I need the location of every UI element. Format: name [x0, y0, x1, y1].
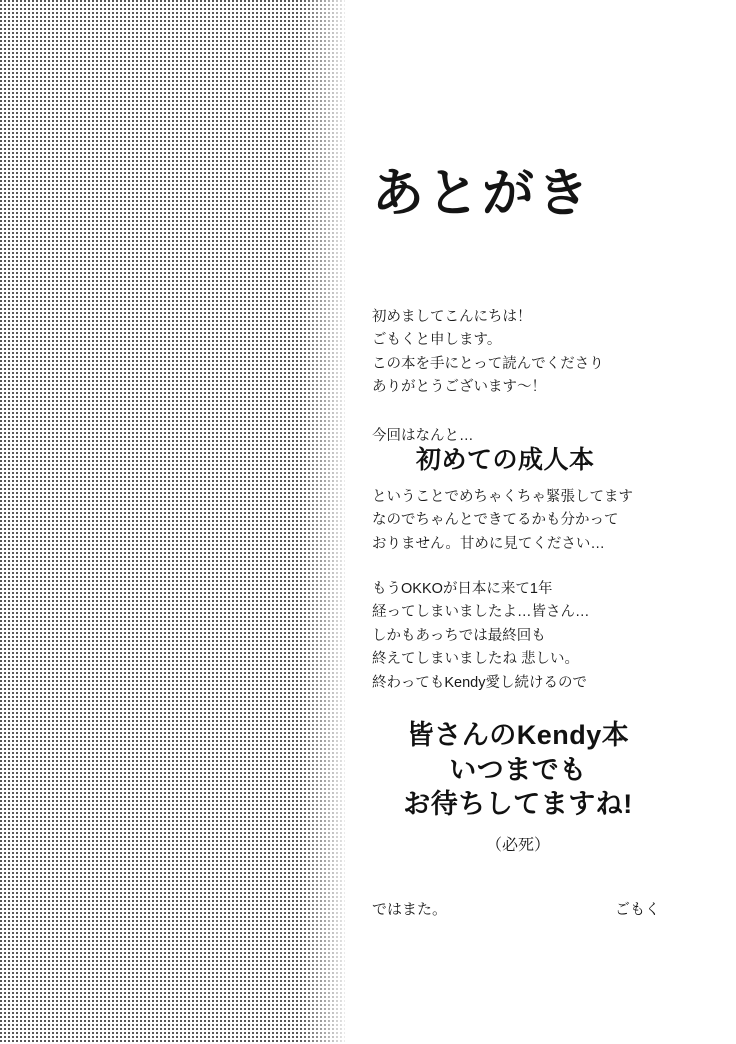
- afterword-signoff: [372, 898, 660, 919]
- halftone-decoration-panel: [0, 0, 345, 1044]
- afterword-paragraph-nervous: ということでめちゃくちゃ緊張してます なのでちゃんとできてるかも分かって おりません。甘めに見てください…: [372, 489, 633, 552]
- page-title: あとがき: [372, 165, 593, 223]
- afterword-paragraph-lead: 今回はなんと…: [372, 428, 474, 444]
- halftone-edge-fade: [300, 0, 360, 1044]
- author-signature: ごもく: [614, 901, 660, 918]
- afterword-shout-note: （必死）: [485, 837, 550, 854]
- afterword-emphasis-first-adult-book: 初めての成人本: [416, 446, 595, 474]
- afterword-paragraph-greeting: 初めましてこんにちは！ ごもくと申します。 この本を手にとって読んでくださり ありがとうございます〜！: [372, 309, 604, 396]
- afterword-paragraph-okko: もうOKKOが日本に来て1年 経ってしまいましたよ…皆さん… しかもあっちでは最終回も 終えてしまいましたね 悲しい。 終わってもKendy愛し続けるので: [372, 581, 590, 691]
- afterword-shout-request: 皆さんのKendy本 いつまでも お待ちしてますね!: [403, 720, 633, 820]
- afterword-content: [372, 0, 702, 1044]
- closing-text: ではまた。: [372, 901, 448, 918]
